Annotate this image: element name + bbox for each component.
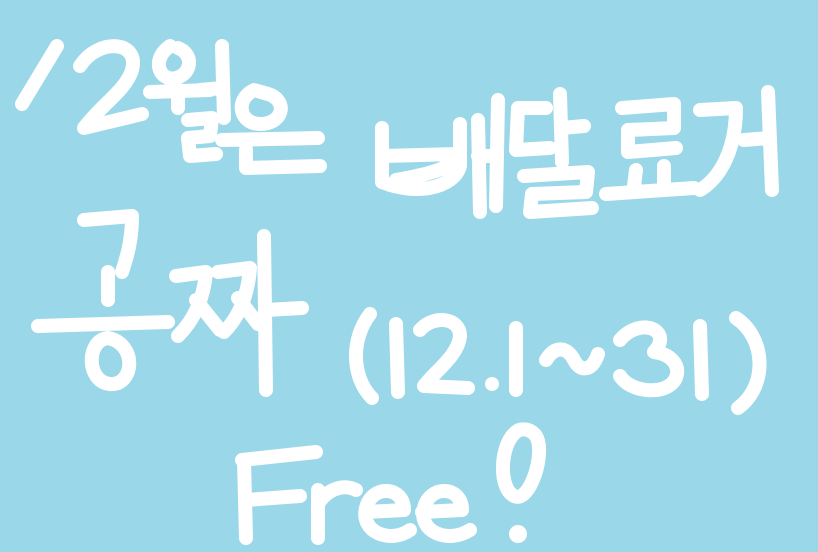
- digit-1d-stroke: [700, 326, 702, 394]
- letter-e2-stroke: [422, 491, 470, 536]
- exclamation-dot: [509, 525, 527, 543]
- letter-e1-stroke: [365, 491, 410, 536]
- digit-1b-stroke: [396, 324, 398, 392]
- period-dot: [485, 377, 499, 391]
